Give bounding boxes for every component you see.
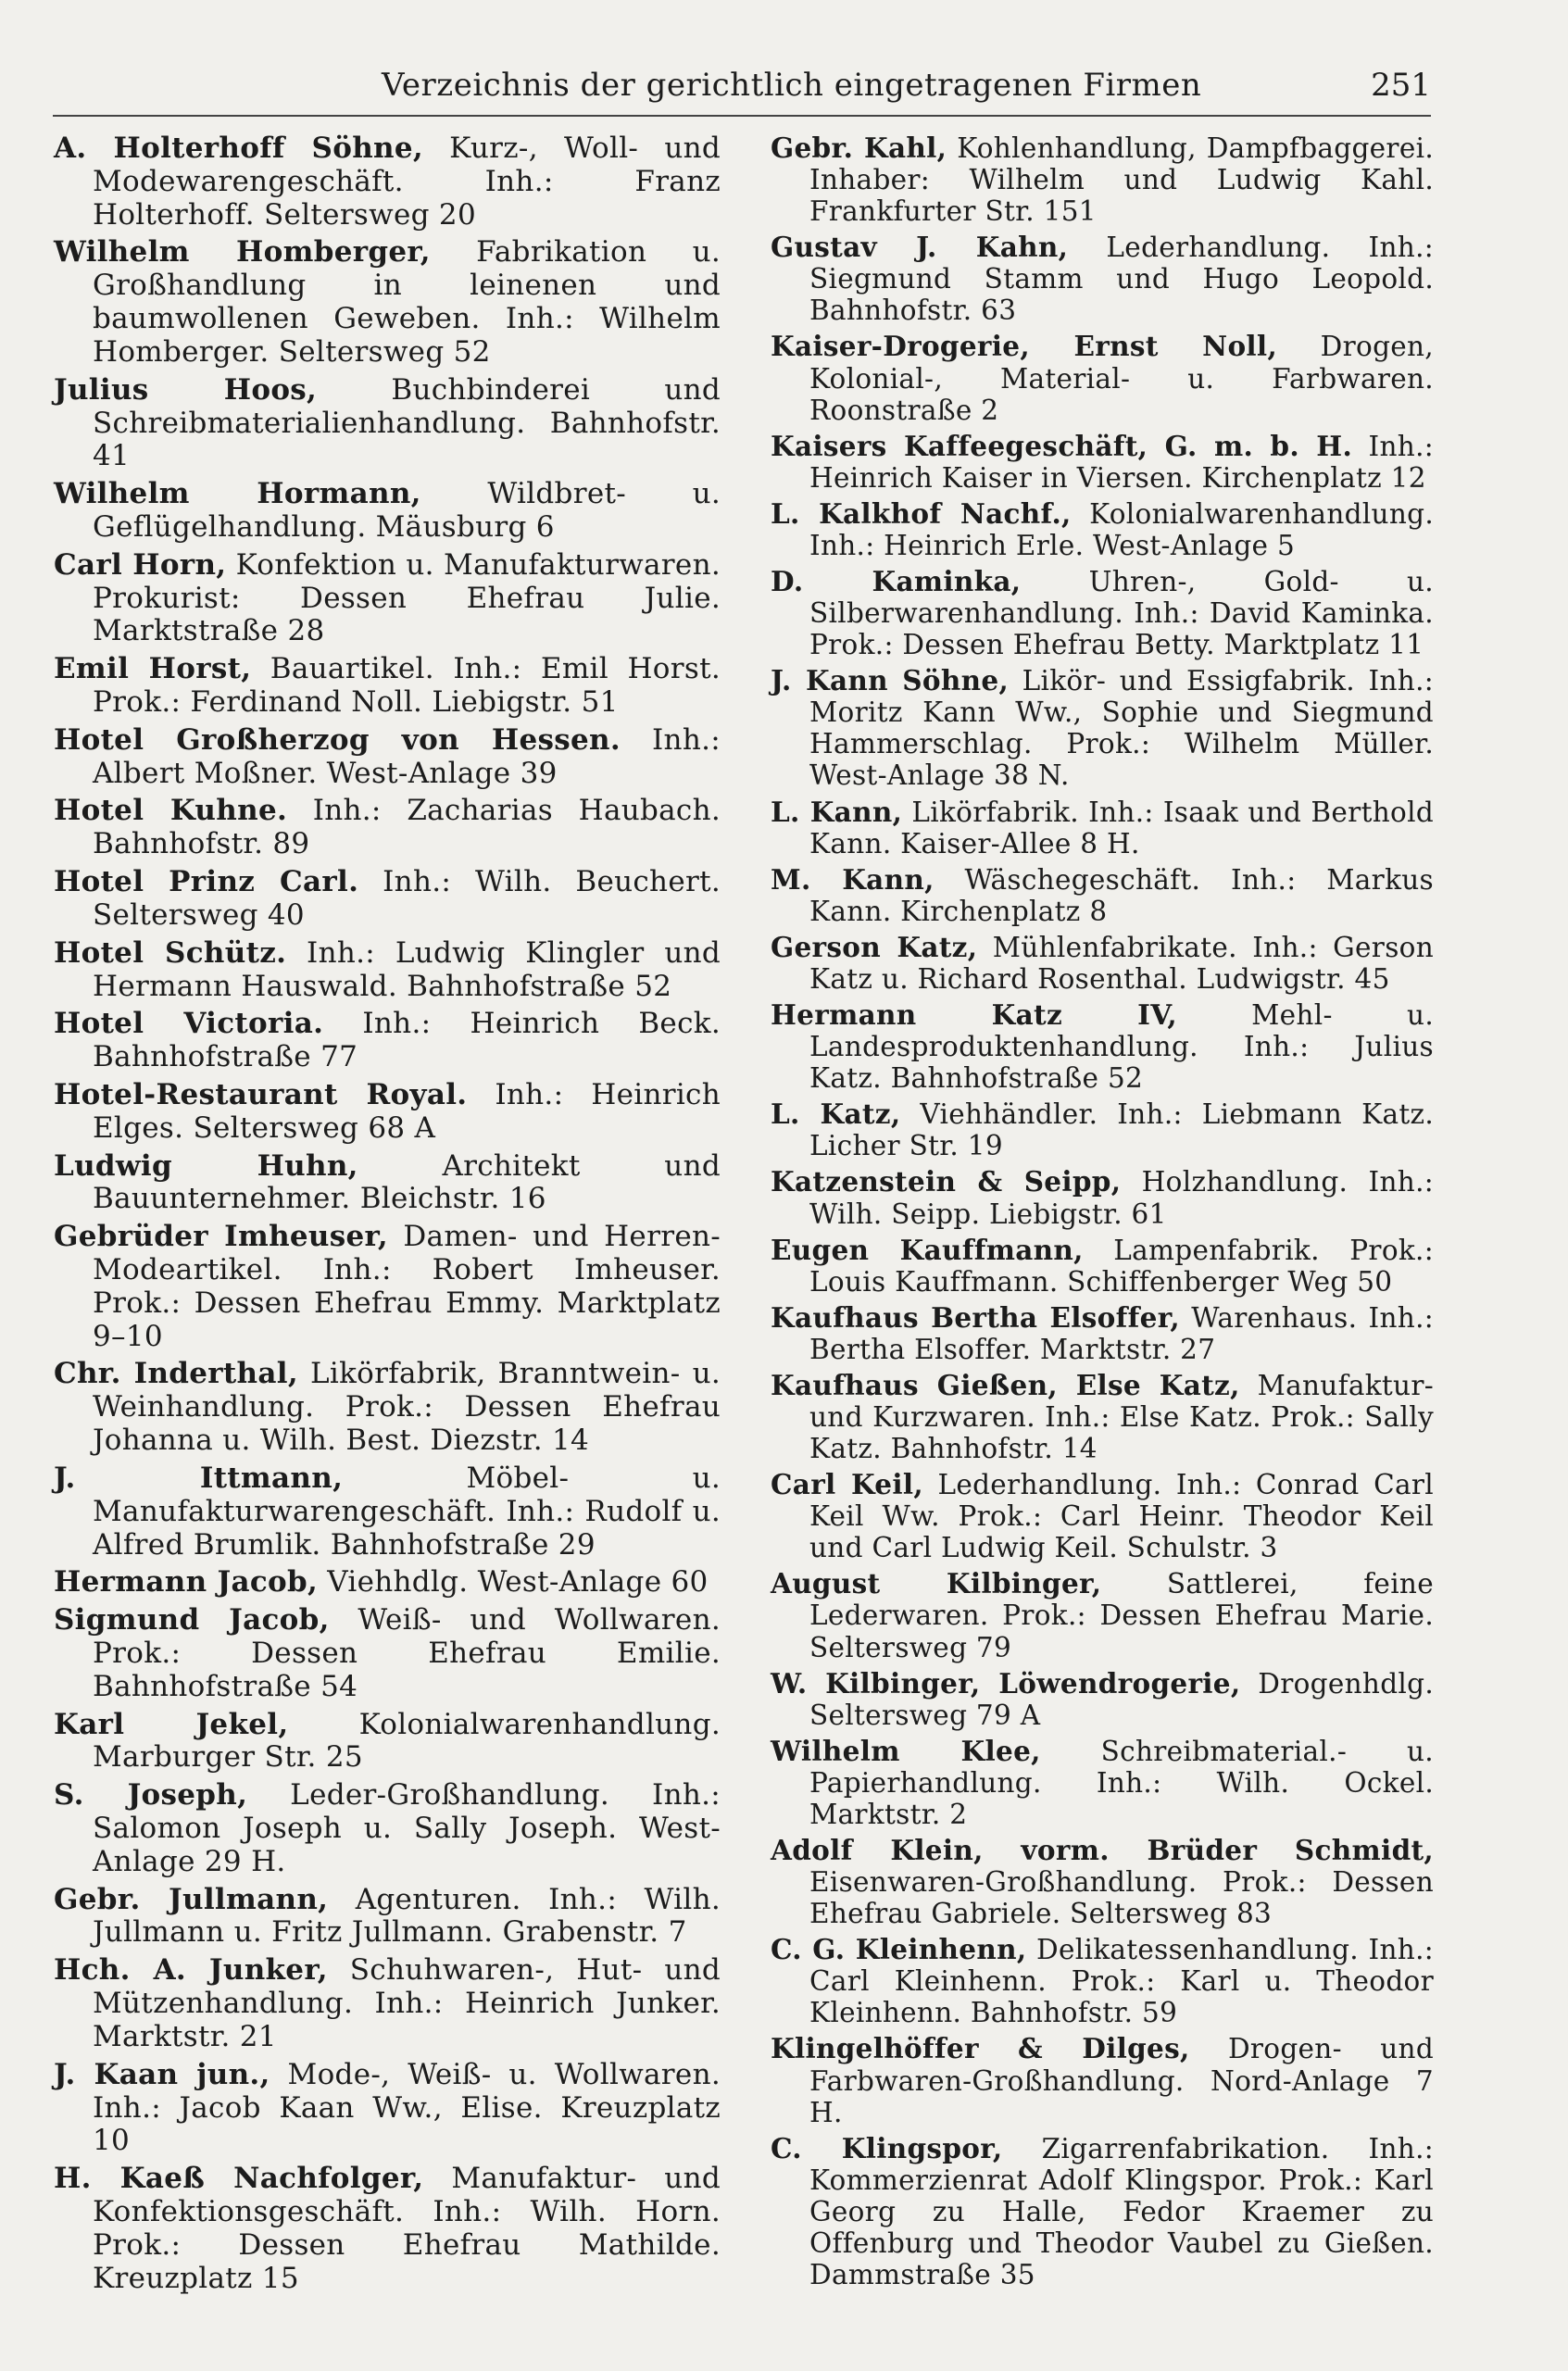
directory-entry [771, 2033, 1434, 2127]
directory-entry [771, 665, 1434, 791]
firm-name: Hermann Katz IV, [771, 998, 1177, 1032]
firm-details: Sattlerei, feine Lederwaren. Prok.: Dessen Ehefrau Marie. Seltersweg 79 [809, 1568, 1434, 1663]
firm-details: Architekt und Bauunternehmer. Bleichstr. 16 [93, 1148, 721, 1216]
firm-name: Gerson Katz, [771, 930, 978, 963]
firm-details: Uhren-, Gold- u. Silberwarenhandlung. Inh.: David Kaminka. Prok.: Dessen Ehefrau Betty. Marktplatz 11 [809, 566, 1434, 661]
directory-entry [771, 864, 1434, 927]
directory-entry [771, 498, 1434, 561]
directory-entry [54, 549, 721, 648]
firm-details: Weiß- und Wollwaren. Prok.: Dessen Ehefrau Emilie. Bahnhofstraße 54 [93, 1603, 721, 1703]
firm-name: Emil Horst, [54, 652, 252, 686]
directory-entry [54, 724, 721, 791]
directory-entry [771, 232, 1434, 326]
firm-details: Wäschegeschäft. Inh.: Markus Kann. Kirchenplatz 8 [809, 863, 1434, 927]
firm-details: Drogen- und Farbwaren-Großhandlung. Nord-Anlage 7 H. [809, 2033, 1435, 2128]
directory-entry [771, 1568, 1434, 1662]
firm-details: Lederhandlung. Inh.: Siegmund Stamm und Hugo Leopold. Bahnhofstr. 63 [809, 232, 1434, 327]
firm-name: Julius Hoos, [54, 372, 318, 407]
firm-name: Wilhelm Hormann, [54, 477, 421, 511]
firm-name: Katzenstein & Seipp, [771, 1165, 1122, 1198]
firm-details: Drogen, Kolonial-, Material- u. Farbwaren. Roonstraße 2 [809, 331, 1434, 426]
directory-entry [54, 1709, 721, 1775]
firm-name: J. Ittmann, [54, 1461, 344, 1495]
firm-name: L. Kann, [771, 795, 903, 828]
directory-entry [771, 1302, 1434, 1365]
directory-entry [54, 1079, 721, 1146]
directory-entry [54, 236, 721, 369]
firm-name: Hotel Victoria. [54, 1007, 324, 1041]
firm-details: Likörfabrik. Inh.: Isaak und Berthold Kann. Kaiser-Allee 8 H. [809, 796, 1434, 859]
firm-name: Sigmund Jacob, [54, 1603, 330, 1637]
firm-name: Wilhelm Klee, [771, 1734, 1041, 1767]
firm-details: Mehl- u. Landesproduktenhandlung. Inh.: Julius Katz. Bahnhofstraße 52 [809, 999, 1434, 1095]
directory-entry [54, 653, 721, 720]
firm-details: Bauartikel. Inh.: Emil Horst. Prok.: Ferdinand Noll. Liebigstr. 51 [93, 652, 721, 719]
firm-name: Carl Keil, [771, 1468, 923, 1501]
firm-name: Hotel Kuhne. [54, 794, 288, 828]
firm-name: Adolf Klein, vorm. Brüder Schmidt, [771, 1833, 1434, 1866]
directory-entry [771, 1835, 1434, 1929]
firm-details: Kolonialwarenhandlung. Inh.: Heinrich Erle. West-Anlage 5 [809, 497, 1434, 561]
directory-entry [771, 1469, 1434, 1563]
firm-details: Mode-, Weiß- u. Wollwaren. Inh.: Jacob Kaan Ww., Elise. Kreuzplatz 10 [93, 2057, 721, 2158]
firm-details: Inh.: Heinrich Kaiser in Viersen. Kirchenplatz 12 [809, 430, 1434, 494]
directory-entry [771, 797, 1434, 859]
directory-entry [54, 795, 721, 861]
firm-name: W. Kilbinger, Löwendrogerie, [771, 1666, 1241, 1700]
firm-details: Kohlenhandlung, Dampfbaggerei. Inhaber: Wilhelm und Ludwig Kahl. Frankfurter Str. 151 [809, 132, 1434, 228]
directory-entry [771, 1736, 1434, 1830]
firm-name: Ludwig Huhn, [54, 1148, 358, 1183]
firm-details: Kurz-, Woll- und Modewarengeschäft. Inh.: Franz Holterhoff. Seltersweg 20 [93, 132, 721, 232]
firm-details: Kolonialwarenhandlung. Marburger Str. 25 [93, 1707, 721, 1775]
firm-details: Viehhändler. Inh.: Liebmann Katz. Licher Str. 19 [809, 1098, 1435, 1162]
firm-details: Lampenfabrik. Prok.: Louis Kauffmann. Schiffenberger Weg 50 [809, 1234, 1434, 1298]
directory-entry [771, 1370, 1434, 1464]
firm-name: J. Kann Söhne, [771, 664, 1010, 697]
directory-entry [54, 937, 721, 1004]
firm-details: Damen- und Herren-Modeartikel. Inh.: Robert Imheuser. Prok.: Dessen Ehefrau Emmy. Marktplatz 9–10 [93, 1220, 721, 1353]
firm-details: Inh.: Zacharias Haubach. Bahnhofstr. 89 [93, 794, 721, 861]
firm-details: Holzhandlung. Inh.: Wilh. Seipp. Liebigstr. 61 [809, 1166, 1434, 1230]
directory-entry [771, 1098, 1434, 1161]
firm-details: Mühlenfabrikate. Inh.: Gerson Katz u. Richard Rosenthal. Ludwigstr. 45 [809, 931, 1434, 995]
firm-name: Carl Horn, [54, 547, 227, 582]
firm-details: Manufaktur- und Konfektionsgeschäft. Inh.: Wilh. Horn. Prok.: Dessen Ehefrau Mathilde. Kreuzplatz 15 [93, 2162, 721, 2295]
firm-details: Schuhwaren-, Hut- und Mützenhandlung. Inh.: Heinrich Junker. Marktstr. 21 [93, 1953, 721, 2053]
firm-details: Leder-Großhandlung. Inh.: Salomon Joseph u. Sally Joseph. West-Anlage 29 H. [93, 1778, 721, 1878]
directory-entry [54, 1954, 721, 2053]
directory-entry [54, 1884, 721, 1951]
firm-details: Schreibmaterial.- u. Papierhandlung. Inh.: Wilh. Ockel. Marktstr. 2 [809, 1735, 1434, 1830]
firm-name: August Kilbinger, [771, 1567, 1102, 1600]
right-column [771, 132, 1434, 2295]
firm-name: Eugen Kauffmann, [771, 1233, 1084, 1266]
directory-entry [771, 1235, 1434, 1298]
directory-entry [54, 1358, 721, 1457]
firm-name: Hotel Schütz. [54, 935, 287, 970]
directory-entry [54, 1779, 721, 1878]
directory-entry [54, 2059, 721, 2158]
firm-name: Kaufhaus Gießen, Else Katz, [771, 1368, 1240, 1401]
firm-name: Kaufhaus Bertha Elsoffer, [771, 1300, 1180, 1334]
firm-name: Gebrüder Imheuser, [54, 1220, 389, 1254]
firm-name: J. Kaan jun., [54, 2057, 270, 2091]
directory-entry [54, 1604, 721, 1703]
firm-name: C. G. Kleinhenn, [771, 1933, 1027, 1966]
firm-details: Manufaktur- und Kurzwaren. Inh.: Else Katz. Prok.: Sally Katz. Bahnhofstr. 14 [809, 1369, 1435, 1465]
directory-entry [771, 1934, 1434, 2028]
firm-name: L. Kalkhof Nachf., [771, 496, 1072, 530]
firm-details: Agenturen. Inh.: Wilh. Jullmann u. Fritz Jullmann. Grabenstr. 7 [93, 1882, 721, 1950]
firm-name: A. Holterhoff Söhne, [54, 132, 424, 165]
firm-details: Wildbret- u. Geflügelhandlung. Mäusburg 6 [93, 477, 721, 544]
directory-entry [771, 1166, 1434, 1229]
directory-entry [54, 1221, 721, 1353]
firm-name: Hotel-Restaurant Royal. [54, 1077, 468, 1111]
directory-entry [54, 1462, 721, 1562]
firm-name: Hermann Jacob, [54, 1565, 319, 1599]
firm-name: S. Joseph, [54, 1778, 248, 1813]
firm-name: Chr. Inderthal, [54, 1357, 298, 1391]
firm-name: Gustav J. Kahn, [771, 231, 1069, 264]
firm-details: Likör- und Essigfabrik. Inh.: Moritz Kann Ww., Sophie und Siegmund Hammerschlag. Prok.: Wilhelm Müller. West-Anlage 38 N. [809, 665, 1434, 792]
firm-name: H. Kaeß Nachfolger, [54, 2162, 424, 2196]
firm-name: Karl Jekel, [54, 1707, 289, 1741]
firm-name: Gebr. Jullmann, [54, 1882, 329, 1916]
firm-name: C. Klingspor, [771, 2131, 1003, 2164]
firm-details: Zigarrenfabrikation. Inh.: Kommerzienrat Adolf Klingspor. Prok.: Karl Georg zu Halle, Fedor Kraemer zu Offenburg und Theodor Vaubel zu Gießen. Dammstraße 35 [809, 2132, 1434, 2290]
running-title: Verzeichnis der gerichtlich eingetragenen Firmen [382, 67, 1202, 104]
directory-entry [54, 1566, 721, 1599]
firm-details: Fabrikation u. Großhandlung in leinenen und baumwollenen Geweben. Inh.: Wilhelm Homberger. Seltersweg 52 [93, 235, 721, 369]
firm-details: Inh.: Wilh. Beuchert. Seltersweg 40 [93, 865, 721, 932]
firm-details: Möbel- u. Manufakturwarengeschäft. Inh.: Rudolf u. Alfred Brumlik. Bahnhofstraße 29 [93, 1461, 721, 1562]
page-number: 251 [1371, 67, 1431, 104]
directory-entry [771, 431, 1434, 494]
firm-name: Klingelhöffer & Dilges, [771, 2032, 1190, 2065]
firm-name: D. Kaminka, [771, 565, 1022, 598]
firm-details: Drogenhdlg. Seltersweg 79 A [809, 1667, 1434, 1731]
directory-entry [54, 478, 721, 545]
firm-name: Hotel Großherzog von Hessen. [54, 722, 621, 757]
left-column [54, 132, 721, 2300]
directory-entry [771, 999, 1434, 1094]
firm-details: Inh.: Ludwig Klingler und Hermann Hauswald. Bahnhofstraße 52 [93, 935, 721, 1003]
firm-name: Wilhelm Homberger, [54, 235, 431, 270]
firm-name: M. Kann, [771, 862, 935, 896]
firm-details: Inh.: Heinrich Elges. Seltersweg 68 A [93, 1077, 721, 1145]
firm-details: Likörfabrik, Branntwein- u. Weinhandlung. Prok.: Dessen Ehefrau Johanna u. Wilh. Best. Diezstr. 14 [93, 1357, 721, 1458]
firm-name: Kaisers Kaffeegeschäft, G. m. b. H. [771, 429, 1353, 462]
firm-name: Hch. A. Junker, [54, 1953, 328, 1988]
directory-entry [771, 2133, 1434, 2290]
firm-details: Warenhaus. Inh.: Bertha Elsoffer. Marktstr. 27 [809, 1301, 1435, 1365]
firm-details: Inh.: Heinrich Beck. Bahnhofstraße 77 [93, 1007, 721, 1074]
firm-name: Gebr. Kahl, [771, 132, 947, 164]
firm-name: Hotel Prinz Carl. [54, 865, 359, 899]
directory-entry [54, 2163, 721, 2295]
firm-details: Lederhandlung. Inh.: Conrad Carl Keil Ww. Prok.: Carl Heinr. Theodor Keil und Carl Ludwig Keil. Schulstr. 3 [809, 1469, 1434, 1564]
directory-entry [771, 932, 1434, 995]
directory-entry [54, 374, 721, 473]
directory-entry [771, 331, 1434, 425]
firm-details: Buchbinderei und Schreibmaterialienhandlung. Bahnhofstr. 41 [93, 372, 721, 473]
directory-entry [771, 132, 1434, 227]
firm-name: L. Katz, [771, 1098, 901, 1131]
directory-entry [771, 1668, 1434, 1731]
firm-name: Kaiser-Drogerie, Ernst Noll, [771, 330, 1278, 363]
page-header [53, 59, 1431, 117]
directory-entry [54, 132, 721, 232]
directory-entry [771, 566, 1434, 660]
firm-details: Viehhdlg. West-Anlage 60 [318, 1565, 709, 1599]
directory-entry [54, 866, 721, 933]
firm-details: Delikatessenhandlung. Inh.: Carl Kleinhenn. Prok.: Karl u. Theodor Kleinhenn. Bahnhofstr. 59 [809, 1934, 1435, 2029]
directory-entry [54, 1150, 721, 1217]
firm-details: Eisenwaren-Großhandlung. Prok.: Dessen Ehefrau Gabriele. Seltersweg 83 [809, 1866, 1434, 1930]
firm-details: Konfektion u. Manufakturwaren. Prokurist: Dessen Ehefrau Julie. Marktstraße 28 [93, 547, 721, 648]
firm-details: Inh.: Albert Moßner. West-Anlage 39 [93, 722, 721, 790]
directory-entry [54, 1008, 721, 1074]
